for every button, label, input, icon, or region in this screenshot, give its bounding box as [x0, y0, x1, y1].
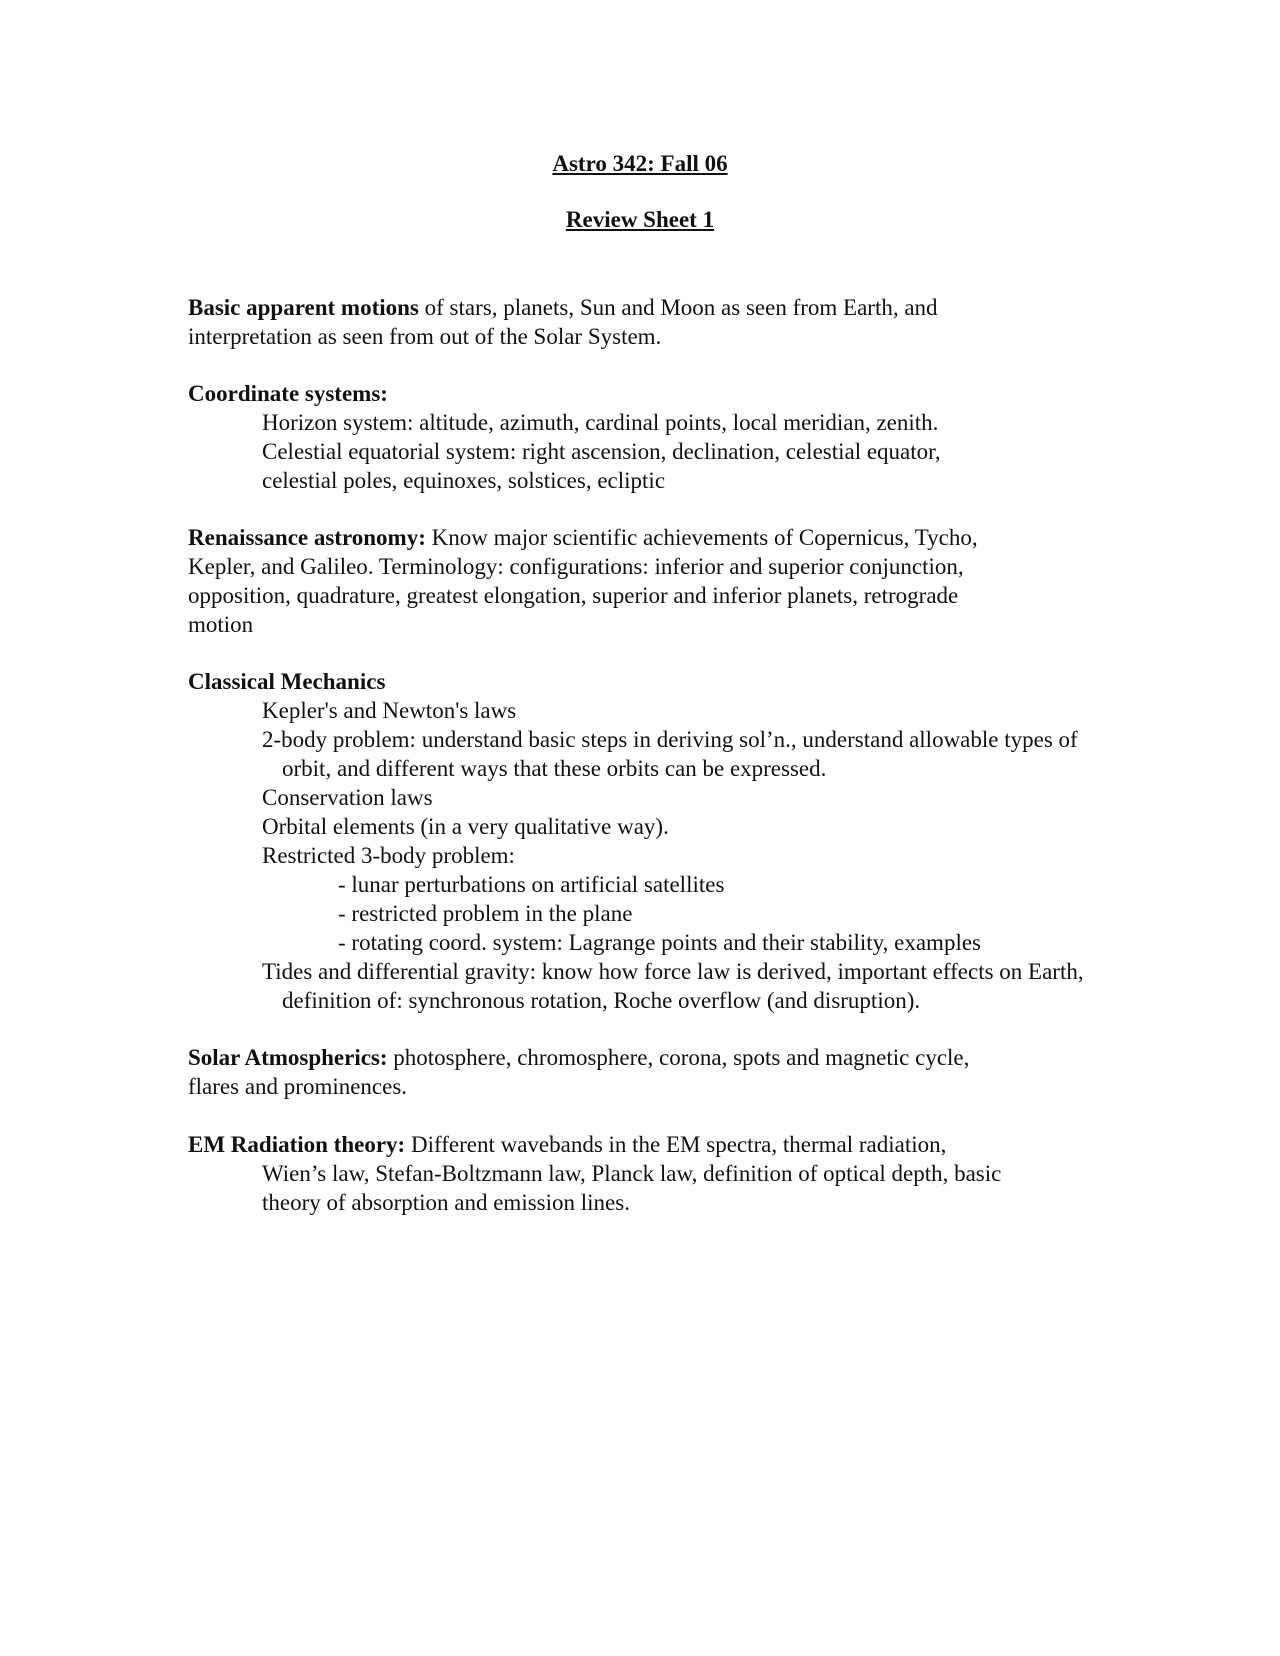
coordinate-line-1: Horizon system: altitude, azimuth, cardinal points, local meridian, zenith.: [262, 410, 939, 435]
solar-text: photosphere, chromosphere, corona, spots and magnetic cycle,: [387, 1045, 970, 1070]
mechanics-line-7: - lunar perturbations on artificial satellites: [338, 872, 725, 897]
mechanics-line-10: Tides and differential gravity: know how force law is derived, important effects on Earth,: [262, 959, 1084, 984]
mechanics-heading: Classical Mechanics: [188, 669, 386, 694]
coordinate-line-2: Celestial equatorial system: right ascension, declination, celestial equator,: [262, 439, 941, 464]
solar-line-2: flares and prominences.: [188, 1074, 408, 1099]
renaissance-line-4: motion: [188, 612, 254, 637]
mechanics-line-2: 2-body problem: understand basic steps in deriving sol’n., understand allowable types of: [262, 727, 1078, 752]
basic-motions-line-2: interpretation as seen from out of the Solar System.: [188, 324, 662, 349]
em-line-3: theory of absorption and emission lines.: [262, 1190, 630, 1215]
renaissance-heading: Renaissance astronomy:: [188, 525, 426, 550]
em-line-1: [188, 1131, 946, 1159]
em-text: Different wavebands in the EM spectra, thermal radiation,: [405, 1132, 947, 1157]
solar-heading: Solar Atmospherics:: [188, 1045, 388, 1070]
mechanics-line-4: Conservation laws: [262, 785, 433, 810]
mechanics-line-3: orbit, and different ways that these orbits can be expressed.: [282, 756, 827, 781]
renaissance-line-2: Kepler, and Galileo. Terminology: configurations: inferior and superior conjunction,: [188, 554, 964, 579]
mechanics-line-6: Restricted 3-body problem:: [262, 843, 515, 868]
solar-line-1: [188, 1044, 969, 1072]
renaissance-line-3: opposition, quadrature, greatest elongation, superior and inferior planets, retrograde: [188, 583, 959, 608]
renaissance-text: Know major scientific achievements of Copernicus, Tycho,: [425, 525, 978, 550]
document-subtitle: Review Sheet 1: [565, 207, 715, 232]
mechanics-line-11: definition of: synchronous rotation, Roche overflow (and disruption).: [282, 988, 921, 1013]
mechanics-line-9: - rotating coord. system: Lagrange points and their stability, examples: [338, 930, 981, 955]
document-title: Astro 342: Fall 06: [552, 151, 728, 176]
renaissance-line-1: [188, 524, 978, 552]
coordinate-systems-heading: Coordinate systems:: [188, 381, 388, 406]
em-line-2: Wien’s law, Stefan-Boltzmann law, Planck law, definition of optical depth, basic: [262, 1161, 1002, 1186]
basic-motions-line-1: [188, 294, 938, 322]
basic-motions-heading: Basic apparent motions: [188, 295, 419, 320]
basic-motions-text: of stars, planets, Sun and Moon as seen from Earth, and: [418, 295, 938, 320]
em-heading: EM Radiation theory:: [188, 1132, 406, 1157]
mechanics-line-1: Kepler's and Newton's laws: [262, 698, 517, 723]
mechanics-line-8: - restricted problem in the plane: [338, 901, 633, 926]
mechanics-line-5: Orbital elements (in a very qualitative way).: [262, 814, 669, 839]
coordinate-line-3: celestial poles, equinoxes, solstices, ecliptic: [262, 468, 666, 493]
